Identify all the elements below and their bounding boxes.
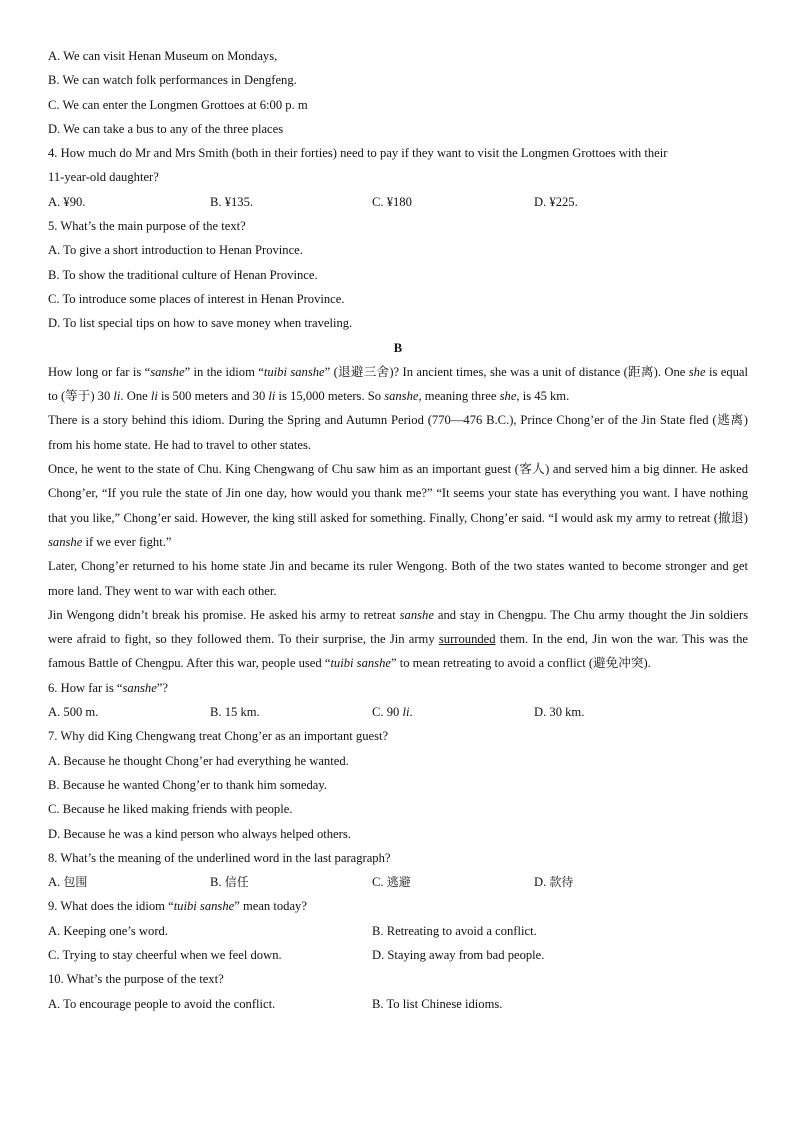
q10-option-b: B. To list Chinese idioms.: [372, 996, 503, 1011]
passage-paragraph-2: There is a story behind this idiom. During the Spring and Autumn Period (770—476 B.C.), Prince Chong’er of the Jin State fled (逃离) from his home state. He had to travel to other states.: [48, 413, 748, 452]
q10-options-row-1: [48, 992, 748, 1016]
q4-stem-line-1: 4. How much do Mr and Mrs Smith (both in their forties) need to pay if they want to visit the Longmen Grottoes with their: [48, 146, 668, 161]
p1-text-3: ” (退避三舍)? In ancient times, she was a unit of distance (距离). One: [324, 364, 689, 379]
q8-option-b-label: B.: [210, 875, 225, 890]
q8-option-b: [210, 870, 372, 894]
q7-stem: 7. Why did King Chengwang treat Chong’er as an important guest?: [48, 729, 389, 744]
p3-text-2: if we ever fight.”: [82, 534, 172, 549]
q8-options: [48, 870, 748, 894]
p1-italic-1: sanshe: [150, 364, 185, 379]
p5-text-2: and stay in Chengpu. The Chu army thought the Jin soldiers were afraid to fight, so they followed them. To their surprise, the Jin army: [48, 607, 748, 647]
q3-option-b: B. We can watch folk performances in Dengfeng.: [48, 73, 297, 88]
q4-options: [48, 190, 748, 214]
q6-stem-text-2: ”?: [156, 680, 168, 695]
q7-option-a: A. Because he thought Chong’er had everything he wanted.: [48, 753, 349, 768]
p1-italic-5: li: [150, 389, 158, 404]
q8-option-c-text: 逃避: [386, 875, 411, 890]
exam-page: [48, 44, 748, 1016]
passage-paragraph-4: Later, Chong’er returned to his home state Jin and became its ruler Wengong. Both of the two states wanted to become stronger and get more land. They went to war with each other.: [48, 559, 748, 598]
p1-italic-4: li: [113, 389, 121, 404]
q6-option-c-text: C. 90: [372, 705, 403, 720]
q9-option-b: B. Retreating to avoid a conflict.: [372, 923, 537, 938]
p1-italic-2: tuibi sanshe: [263, 364, 325, 379]
q8-option-d-text: 款待: [549, 875, 574, 890]
p5-text-1: Jin Wengong didn’t break his promise. He asked his army to retreat: [48, 607, 400, 622]
p5-text-3: them. In the end, Jin won the war. This was the famous Battle of Chengpu. After this war, people used “: [48, 632, 749, 671]
q9-stem-text-1: 9. What does the idiom “: [48, 899, 174, 914]
q9-stem: [48, 894, 748, 918]
p1-italic-8: she: [499, 389, 517, 404]
q8-option-d-label: D.: [534, 875, 550, 890]
q6-option-c-italic: li: [402, 705, 410, 720]
p1-text-7: is 15,000 meters. So: [275, 389, 385, 404]
q8-option-d: [534, 870, 696, 894]
q9-stem-italic: tuibi sanshe: [173, 899, 235, 914]
q6-options: [48, 700, 748, 724]
q8-option-a-text: 包围: [63, 875, 88, 890]
q10-stem: 10. What’s the purpose of the text?: [48, 972, 224, 987]
q6-option-d: D. 30 km.: [534, 705, 585, 720]
q7-option-c: C. Because he liked making friends with people.: [48, 802, 293, 817]
p1-text-4: is equal to (等于) 30: [48, 364, 749, 404]
q8-option-c-label: C.: [372, 875, 387, 890]
q7-option-d: D. Because he was a kind person who always helped others.: [48, 826, 351, 841]
p5-text-4: ” to mean retreating to avoid a conflict (避免冲突).: [390, 656, 651, 671]
q8-option-c: [372, 870, 534, 894]
p5-italic-1: sanshe: [399, 607, 434, 622]
q6-stem-text-1: 6. How far is “: [48, 680, 123, 695]
q6-stem: [48, 676, 748, 700]
q9-stem-text-2: ” mean today?: [234, 899, 307, 914]
q3-option-d: D. We can take a bus to any of the three places: [48, 121, 284, 136]
q5-option-c: C. To introduce some places of interest in Henan Province.: [48, 291, 345, 306]
q4-option-c: C. ¥180: [372, 194, 412, 209]
q5-option-b: B. To show the traditional culture of Henan Province.: [48, 267, 318, 282]
passage-paragraph-5: [48, 603, 748, 676]
q5-stem: 5. What’s the main purpose of the text?: [48, 219, 246, 234]
q9-options-row-2: [48, 943, 748, 967]
q4-option-d: D. ¥225.: [534, 194, 578, 209]
p5-italic-2: tuibi sanshe: [330, 656, 391, 671]
p3-italic-1: sanshe: [48, 534, 83, 549]
p1-italic-6: li: [268, 389, 276, 404]
q9-options-row-1: [48, 919, 748, 943]
q6-option-c: [372, 700, 534, 724]
q9-option-d: D. Staying away from bad people.: [372, 947, 545, 962]
q5-option-a: A. To give a short introduction to Henan Province.: [48, 243, 303, 258]
p1-italic-3: she: [688, 364, 706, 379]
section-b-heading: B: [393, 340, 403, 355]
q4-stem-line-2: 11-year-old daughter?: [48, 170, 159, 185]
q8-option-a-label: A.: [48, 875, 64, 890]
q9-option-a: A. Keeping one’s word.: [48, 923, 168, 938]
passage-paragraph-1: [48, 360, 748, 409]
p1-text-6: is 500 meters and 30: [157, 389, 269, 404]
p1-text-5: . One: [120, 389, 151, 404]
underlined-word: surrounded: [438, 632, 496, 647]
q8-stem: 8. What’s the meaning of the underlined word in the last paragraph?: [48, 850, 391, 865]
q3-option-a: A. We can visit Henan Museum on Mondays,: [48, 49, 278, 63]
p1-italic-7: sanshe: [384, 389, 419, 404]
q9-option-c: C. Trying to stay cheerful when we feel down.: [48, 947, 282, 962]
q4-option-a: A. ¥90.: [48, 194, 86, 209]
passage-paragraph-3: [48, 457, 748, 554]
q5-option-d: D. To list special tips on how to save money when traveling.: [48, 316, 353, 331]
q8-option-b-text: 信任: [224, 875, 249, 890]
q10-option-a: A. To encourage people to avoid the conflict.: [48, 996, 276, 1011]
q6-option-b: B. 15 km.: [210, 705, 260, 720]
q8-option-a: [48, 870, 210, 894]
p3-text-1: Once, he went to the state of Chu. King Chengwang of Chu saw him as an important guest (客人) and served him a big dinner. He asked Chong’er, “If you rule the state of Jin one day, how would you thank me?” “It seems your state has everything you want. I have nothing that you like,” Chong’er said. However, the king still asked for something. Finally, Chong’er said. “I would ask my army to retreat (撤退): [48, 462, 748, 525]
p1-text-9: , is 45 km.: [516, 389, 570, 404]
q6-option-a: A. 500 m.: [48, 705, 99, 720]
p1-text-2: ” in the idiom “: [184, 364, 264, 379]
q6-stem-italic: sanshe: [122, 680, 157, 695]
p1-text-8: , meaning three: [418, 389, 500, 404]
q4-option-b: B. ¥135.: [210, 194, 254, 209]
q7-option-b: B. Because he wanted Chong’er to thank him someday.: [48, 777, 327, 792]
p1-text-1: How long or far is “: [48, 364, 151, 379]
q3-option-c: C. We can enter the Longmen Grottoes at 6:00 p. m: [48, 97, 308, 112]
q6-option-c-period: .: [409, 705, 413, 720]
